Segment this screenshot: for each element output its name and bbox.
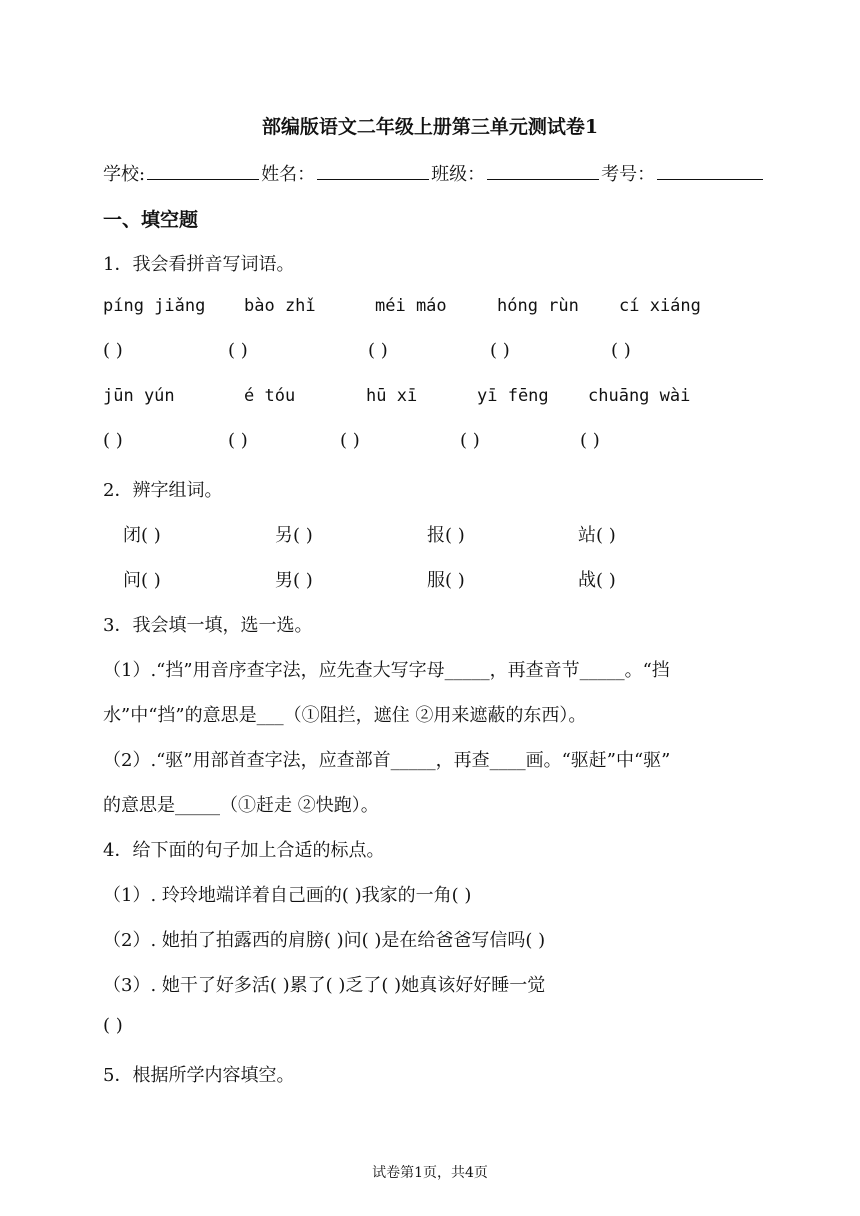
answer-paren[interactable]: ( ) — [611, 340, 631, 361]
school-label: 学校: — [103, 164, 146, 185]
pinyin-6: jūn yún — [103, 386, 175, 406]
pinyin-1: píng jiǎng — [103, 296, 206, 316]
student-info-line — [103, 160, 765, 186]
pinyin-8: hū xī — [366, 386, 418, 406]
pinyin-5: cí xiáng — [619, 296, 701, 316]
answer-paren[interactable]: ( ) — [580, 430, 600, 451]
word-group-item[interactable]: 服( ) — [427, 570, 465, 591]
word-group-item[interactable]: 站( ) — [578, 525, 616, 546]
page-footer: 试卷第1页，共4页 — [372, 1165, 488, 1181]
name-label: 姓名： — [261, 164, 316, 185]
question-5-prompt: 5．根据所学内容填空。 — [103, 1065, 295, 1086]
question-4-prompt: 4．给下面的句子加上合适的标点。 — [103, 840, 385, 861]
pinyin-9: yī fēng — [477, 386, 549, 406]
name-blank[interactable] — [317, 161, 429, 180]
question-3-line: 水”中“挡”的意思是___（①阻拦，遮住 ②用来遮蔽的东西）。 — [103, 705, 587, 726]
question-4-line: （1）. 玲玲地端详着自己画的( )我家的一角( ) — [103, 885, 472, 906]
word-group-item[interactable]: 报( ) — [427, 525, 465, 546]
exam-number-label: 考号： — [601, 164, 656, 185]
word-group-item[interactable]: 另( ) — [275, 525, 313, 546]
pinyin-10: chuāng wài — [588, 386, 691, 406]
section-heading: 一、填空题 — [103, 209, 199, 231]
question-3-line: 的意思是_____（①赶走 ②快跑）。 — [103, 795, 379, 816]
question-4-line: （3）. 她干了好多活( )累了( )乏了( )她真该好好睡一觉 — [103, 975, 546, 996]
answer-paren[interactable]: ( ) — [460, 430, 480, 451]
question-4-line: ( ) — [103, 1015, 123, 1036]
question-4-line: （2）. 她拍了拍露西的肩膀( )问( )是在给爸爸写信吗( ) — [103, 930, 546, 951]
class-blank[interactable] — [487, 161, 599, 180]
word-group-item[interactable]: 战( ) — [578, 570, 616, 591]
answer-paren[interactable]: ( ) — [368, 340, 388, 361]
question-3-prompt: 3．我会填一填，选一选。 — [103, 615, 313, 636]
pinyin-2: bào zhǐ — [244, 296, 316, 316]
question-1-prompt: 1．我会看拼音写词语。 — [103, 254, 295, 275]
answer-paren[interactable]: ( ) — [228, 340, 248, 361]
pinyin-7: é tóu — [244, 386, 296, 406]
answer-paren[interactable]: ( ) — [340, 430, 360, 451]
answer-paren[interactable]: ( ) — [228, 430, 248, 451]
exam-number-blank[interactable] — [657, 161, 763, 180]
question-3-line: （1）.“挡”用音序查字法，应先查大写字母_____，再查音节_____。“挡 — [103, 660, 670, 681]
word-group-item[interactable]: 闭( ) — [123, 525, 161, 546]
school-blank[interactable] — [147, 161, 259, 180]
question-2-prompt: 2．辨字组词。 — [103, 480, 223, 501]
answer-paren[interactable]: ( ) — [103, 340, 123, 361]
pinyin-3: méi máo — [375, 296, 447, 316]
page-title: 部编版语文二年级上册第三单元测试卷1 — [261, 116, 599, 138]
answer-paren[interactable]: ( ) — [490, 340, 510, 361]
answer-paren[interactable]: ( ) — [103, 430, 123, 451]
word-group-item[interactable]: 问( ) — [123, 570, 161, 591]
question-3-line: （2）.“驱”用部首查字法，应查部首_____，再查____画。“驱赶”中“驱” — [103, 750, 671, 771]
word-group-item[interactable]: 男( ) — [275, 570, 313, 591]
pinyin-4: hóng rùn — [497, 296, 579, 316]
class-label: 班级： — [431, 164, 486, 185]
